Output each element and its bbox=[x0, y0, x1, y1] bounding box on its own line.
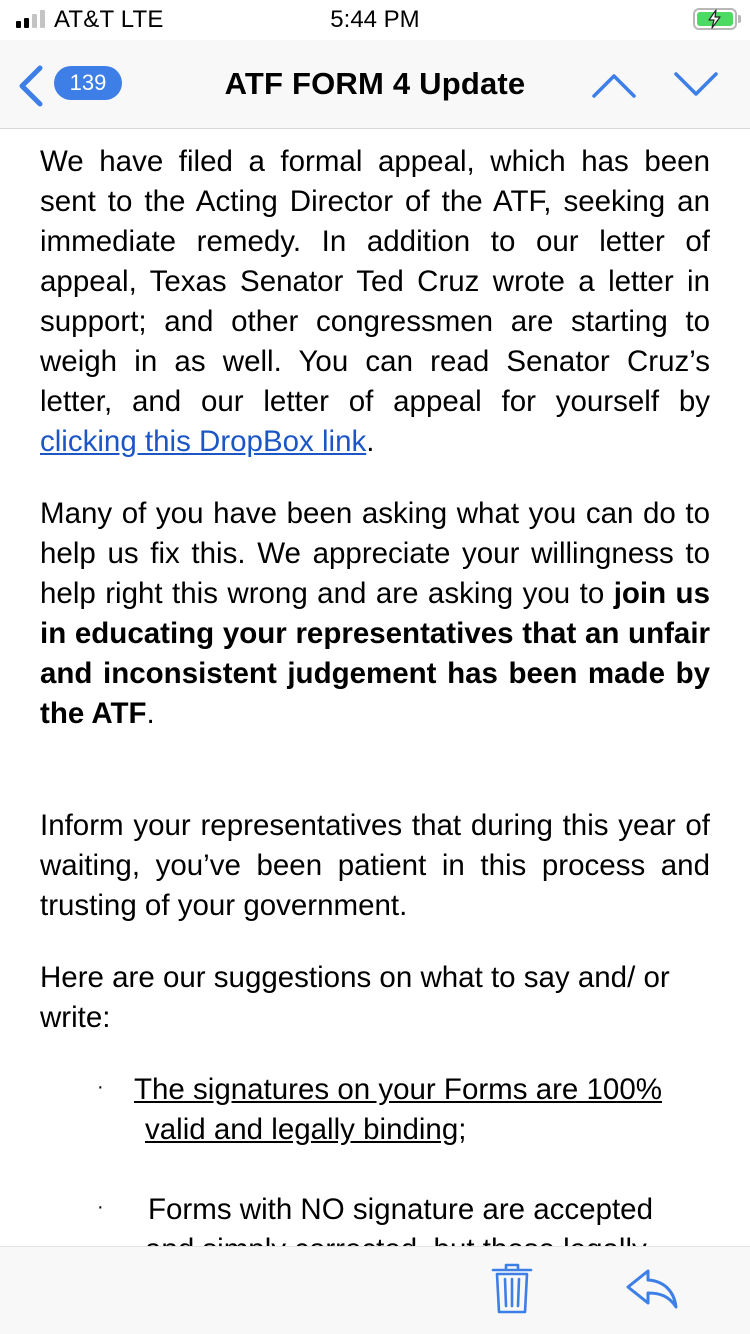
paragraph-appeal-end: . bbox=[366, 425, 375, 458]
message-count-badge[interactable]: 139 bbox=[54, 66, 122, 100]
carrier-label: AT&T LTE bbox=[54, 6, 164, 33]
paragraph-help-text: Many of you have been asking what you can do to help us fix this. We appreciate your willingness to help right this wrong and are asking you to bbox=[40, 497, 710, 610]
chevron-left-icon[interactable] bbox=[16, 64, 46, 108]
paragraph-help-bold: join us in educating your representatives that an unfair and inconsistent judgement has been made by the ATF bbox=[40, 577, 710, 730]
paragraph-appeal bbox=[40, 142, 710, 462]
trash-icon[interactable] bbox=[490, 1263, 534, 1315]
reply-icon[interactable] bbox=[624, 1267, 680, 1311]
battery-charging-icon bbox=[693, 8, 737, 30]
bottom-toolbar bbox=[0, 1246, 750, 1334]
bullet-item-1-line-1 bbox=[134, 1070, 710, 1110]
bullet-item-2-line-1: Forms with NO signature are accepted bbox=[148, 1193, 653, 1226]
paragraph-help-end: . bbox=[146, 697, 155, 730]
status-bar bbox=[0, 0, 750, 40]
bullet-item-1-text-cont: valid and legally binding bbox=[145, 1113, 459, 1146]
bullet-item-1-end: ; bbox=[458, 1113, 467, 1146]
chevron-up-icon[interactable] bbox=[590, 70, 638, 100]
paragraph-suggestions: Here are our suggestions on what to say and/ or write: bbox=[40, 961, 670, 1034]
chevron-down-icon[interactable] bbox=[672, 70, 720, 100]
status-time: 5:44 PM bbox=[330, 6, 420, 33]
email-nav-bar bbox=[0, 40, 750, 129]
paragraph-appeal-text: We have filed a formal appeal, which has been sent to the Acting Director of the ATF, seeking an immediate remedy. In addition to our letter of appeal, Texas Senator Ted Cruz wrote a letter in support; and other congressmen are starting to weigh in as well. You can read Senator Cruz’s letter, and our letter of appeal for yourself by bbox=[40, 145, 710, 418]
bullet-marker: · bbox=[97, 1076, 104, 1098]
email-body bbox=[0, 129, 750, 1246]
bullet-item-1-text: The signatures on your Forms are 100% bbox=[134, 1073, 662, 1106]
dropbox-link[interactable]: clicking this DropBox link bbox=[40, 425, 367, 458]
paragraph-inform: Inform your representatives that during this year of waiting, you’ve been patient in this process and trusting of your government. bbox=[40, 809, 710, 922]
bullet-marker: · bbox=[97, 1196, 104, 1218]
bullet-item-1-line-2 bbox=[145, 1110, 721, 1150]
email-subject-title: ATF FORM 4 Update bbox=[224, 66, 526, 101]
paragraph-help bbox=[40, 494, 710, 734]
